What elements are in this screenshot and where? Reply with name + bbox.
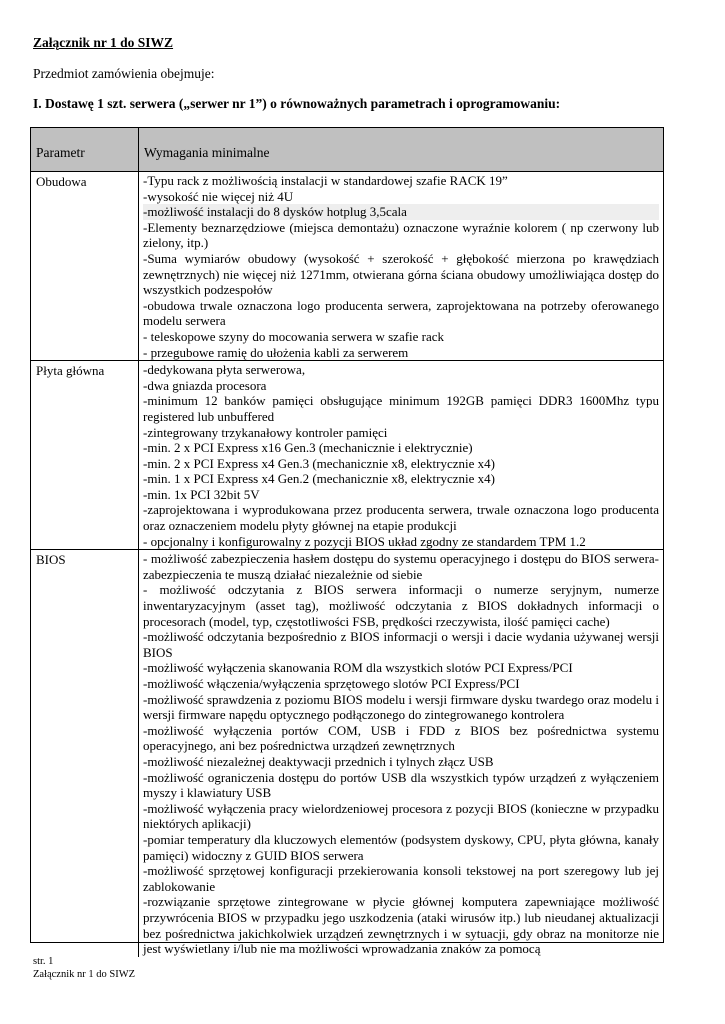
requirement-item: -możliwość wyłączenia portów COM, USB i FDD z BIOS bez pośrednictwa systemu operacyjnego, ani bez pośrednictwa urządzeń zewnętrznych xyxy=(143,722,659,754)
requirement-item: -Suma wymiarów obudowy (wysokość + szerokość + głębokość mierzona po krawędziach zewnętrznych) nie więcej niż 1271mm, otwierana górna ściana obudowy umożliwiająca dostęp do wszystkich podzespołów xyxy=(143,250,659,298)
footer-label: Załącznik nr 1 do SIWZ xyxy=(33,969,136,980)
requirement-item: -minimum 12 banków pamięci obsługujące minimum 192GB pamięci DDR3 1600Mhz typu registered lub unbuffered xyxy=(143,393,659,424)
page-title: Załącznik nr 1 do SIWZ xyxy=(33,35,174,50)
intro-text: Przedmiot zamówienia obejmuje: xyxy=(33,66,215,81)
requirement-item: -możliwość instalacji do 8 dysków hotplug 3,5cala xyxy=(143,204,659,220)
section-heading: I. Dostawę 1 szt. serwera („serwer nr 1”) o równoważnych parametrach i oprogramowaniu: xyxy=(33,96,561,111)
requirement-item: -rozwiązanie sprzętowe zintegrowane w płycie głównej komputera zapewniające możliwość przywrócenia BIOS w przypadku jego uszkodzenia (ataki wirusów itp.) lub nieudanej aktualizacji bez pośrednictwa jakichkolwiek urządzeń zewnętrznych i w sytuacji, gdy obraz na monitorze nie jest wyświetlany i/lub nie ma możliwości wprowadzania znaków za pomocą xyxy=(143,894,659,957)
requirement-item: -pomiar temperatury dla kluczowych elementów (podsystem dyskowy, CPU, płyta główna, kanały pamięci) widoczny z GUID BIOS serwera xyxy=(143,831,659,863)
requirement-item: -dwa gniazda procesora xyxy=(143,377,267,393)
requirements-cell xyxy=(139,172,663,360)
requirement-item: -Elementy beznarzędziowe (miejsca demontażu) oznaczone wyraźnie kolorem ( np czerwony lub zielony, itp.) xyxy=(143,219,659,251)
requirement-item: - możliwość zabezpieczenia hasłem dostępu do systemu operacyjnego i dostępu do BIOS serwera- zabezpieczenia te muszą działać niezależnie od siebie xyxy=(143,551,659,582)
page-number: str. 1 xyxy=(33,956,54,967)
requirement-item: -obudowa trwale oznaczona logo producenta serwera, zaprojektowana na potrzeby oferowanego modelu serwera xyxy=(143,297,659,329)
requirement-item: -wysokość nie więcej niż 4U xyxy=(143,188,294,204)
requirement-item: -min. 1 x PCI Express x4 Gen.2 (mechanicznie x8, elektrycznie x4) xyxy=(143,471,495,487)
header-parameter: Parametr xyxy=(31,128,139,171)
parameter-cell: Obudowa xyxy=(31,172,139,360)
parameter-cell: BIOS xyxy=(31,550,139,956)
requirement-item: -możliwość ograniczenia dostępu do portów USB dla wszystkich typów urządzeń z wyłączeniem myszy i klawiatury USB xyxy=(143,769,659,801)
header-requirements: Wymagania minimalne xyxy=(144,145,270,160)
requirement-item: - teleskopowe szyny do mocowania serwera w szafie rack xyxy=(143,328,445,344)
requirement-item: -min. 1x PCI 32bit 5V xyxy=(143,486,260,502)
requirement-item: -zintegrowany trzykanałowy kontroler pamięci xyxy=(143,424,388,440)
page-footer xyxy=(33,955,135,981)
parameter-cell: Płyta główna xyxy=(31,361,139,549)
requirement-item: -możliwość niezależnej deaktywacji przednich i tylnych złącz USB xyxy=(143,753,494,769)
requirement-item: - możliwość odczytania z BIOS serwera informacji o numerze seryjnym, numerze inwentaryzacyjnym (asset tag), możliwość odczytania z BIOS dokładnych informacji o procesorach (model, typ, częstotliwości FSB, prędkości rzeczywista, ilość pamięci cache) xyxy=(143,582,659,629)
requirement-item: -zaprojektowana i wyprodukowana przez producenta serwera, trwale oznaczona logo producenta oraz oznaczeniem modelu płyty głównej na etapie produkcji xyxy=(143,502,659,534)
requirement-item: -Typu rack z możliwością instalacji w standardowej szafie RACK 19” xyxy=(143,173,508,188)
requirement-item: -możliwość wyłączenia pracy wielordzeniowej procesora z pozycji BIOS (konieczne w przypadku niektórych aplikacji) xyxy=(143,800,659,832)
requirement-item: -min. 2 x PCI Express x16 Gen.3 (mechanicznie i elektrycznie) xyxy=(143,440,473,456)
requirement-item: -min. 2 x PCI Express x4 Gen.3 (mechanicznie x8, elektrycznie x4) xyxy=(143,455,495,471)
table-row xyxy=(31,361,663,550)
requirement-item: - przegubowe ramię do ułożenia kabli za serwerem xyxy=(143,344,409,360)
requirements-cell xyxy=(139,550,663,956)
requirement-item: - opcjonalny i konfigurowalny z pozycji BIOS układ zgodny ze standardem TPM 1.2 xyxy=(143,533,586,549)
requirement-item: -możliwość włączenia/wyłączenia sprzętowego slotów PCI Express/PCI xyxy=(143,676,520,691)
requirements-table xyxy=(30,127,664,957)
requirements-cell xyxy=(139,361,663,549)
table-row xyxy=(31,172,663,361)
requirement-item: -dedykowana płyta serwerowa, xyxy=(143,362,306,378)
requirement-item: -możliwość wyłączenia skanowania ROM dla wszystkich slotów PCI Express/PCI xyxy=(143,660,573,676)
requirement-item: -możliwość sprawdzenia z poziomu BIOS modelu i wersji firmware dysku twardego oraz modelu i wersji firmware napędu optycznego podłączonego do zintegrowanego kontrolera xyxy=(143,691,659,723)
requirement-item: -możliwość odczytania bezpośrednio z BIOS informacji o wersji i dacie wydania używanej wersji BIOS xyxy=(143,629,659,660)
requirement-item: -możliwość sprzętowej konfiguracji przekierowania konsoli tekstowej na port szeregowy lub jej zablokowanie xyxy=(143,863,659,894)
table-row xyxy=(31,550,663,956)
table-header xyxy=(31,128,663,172)
